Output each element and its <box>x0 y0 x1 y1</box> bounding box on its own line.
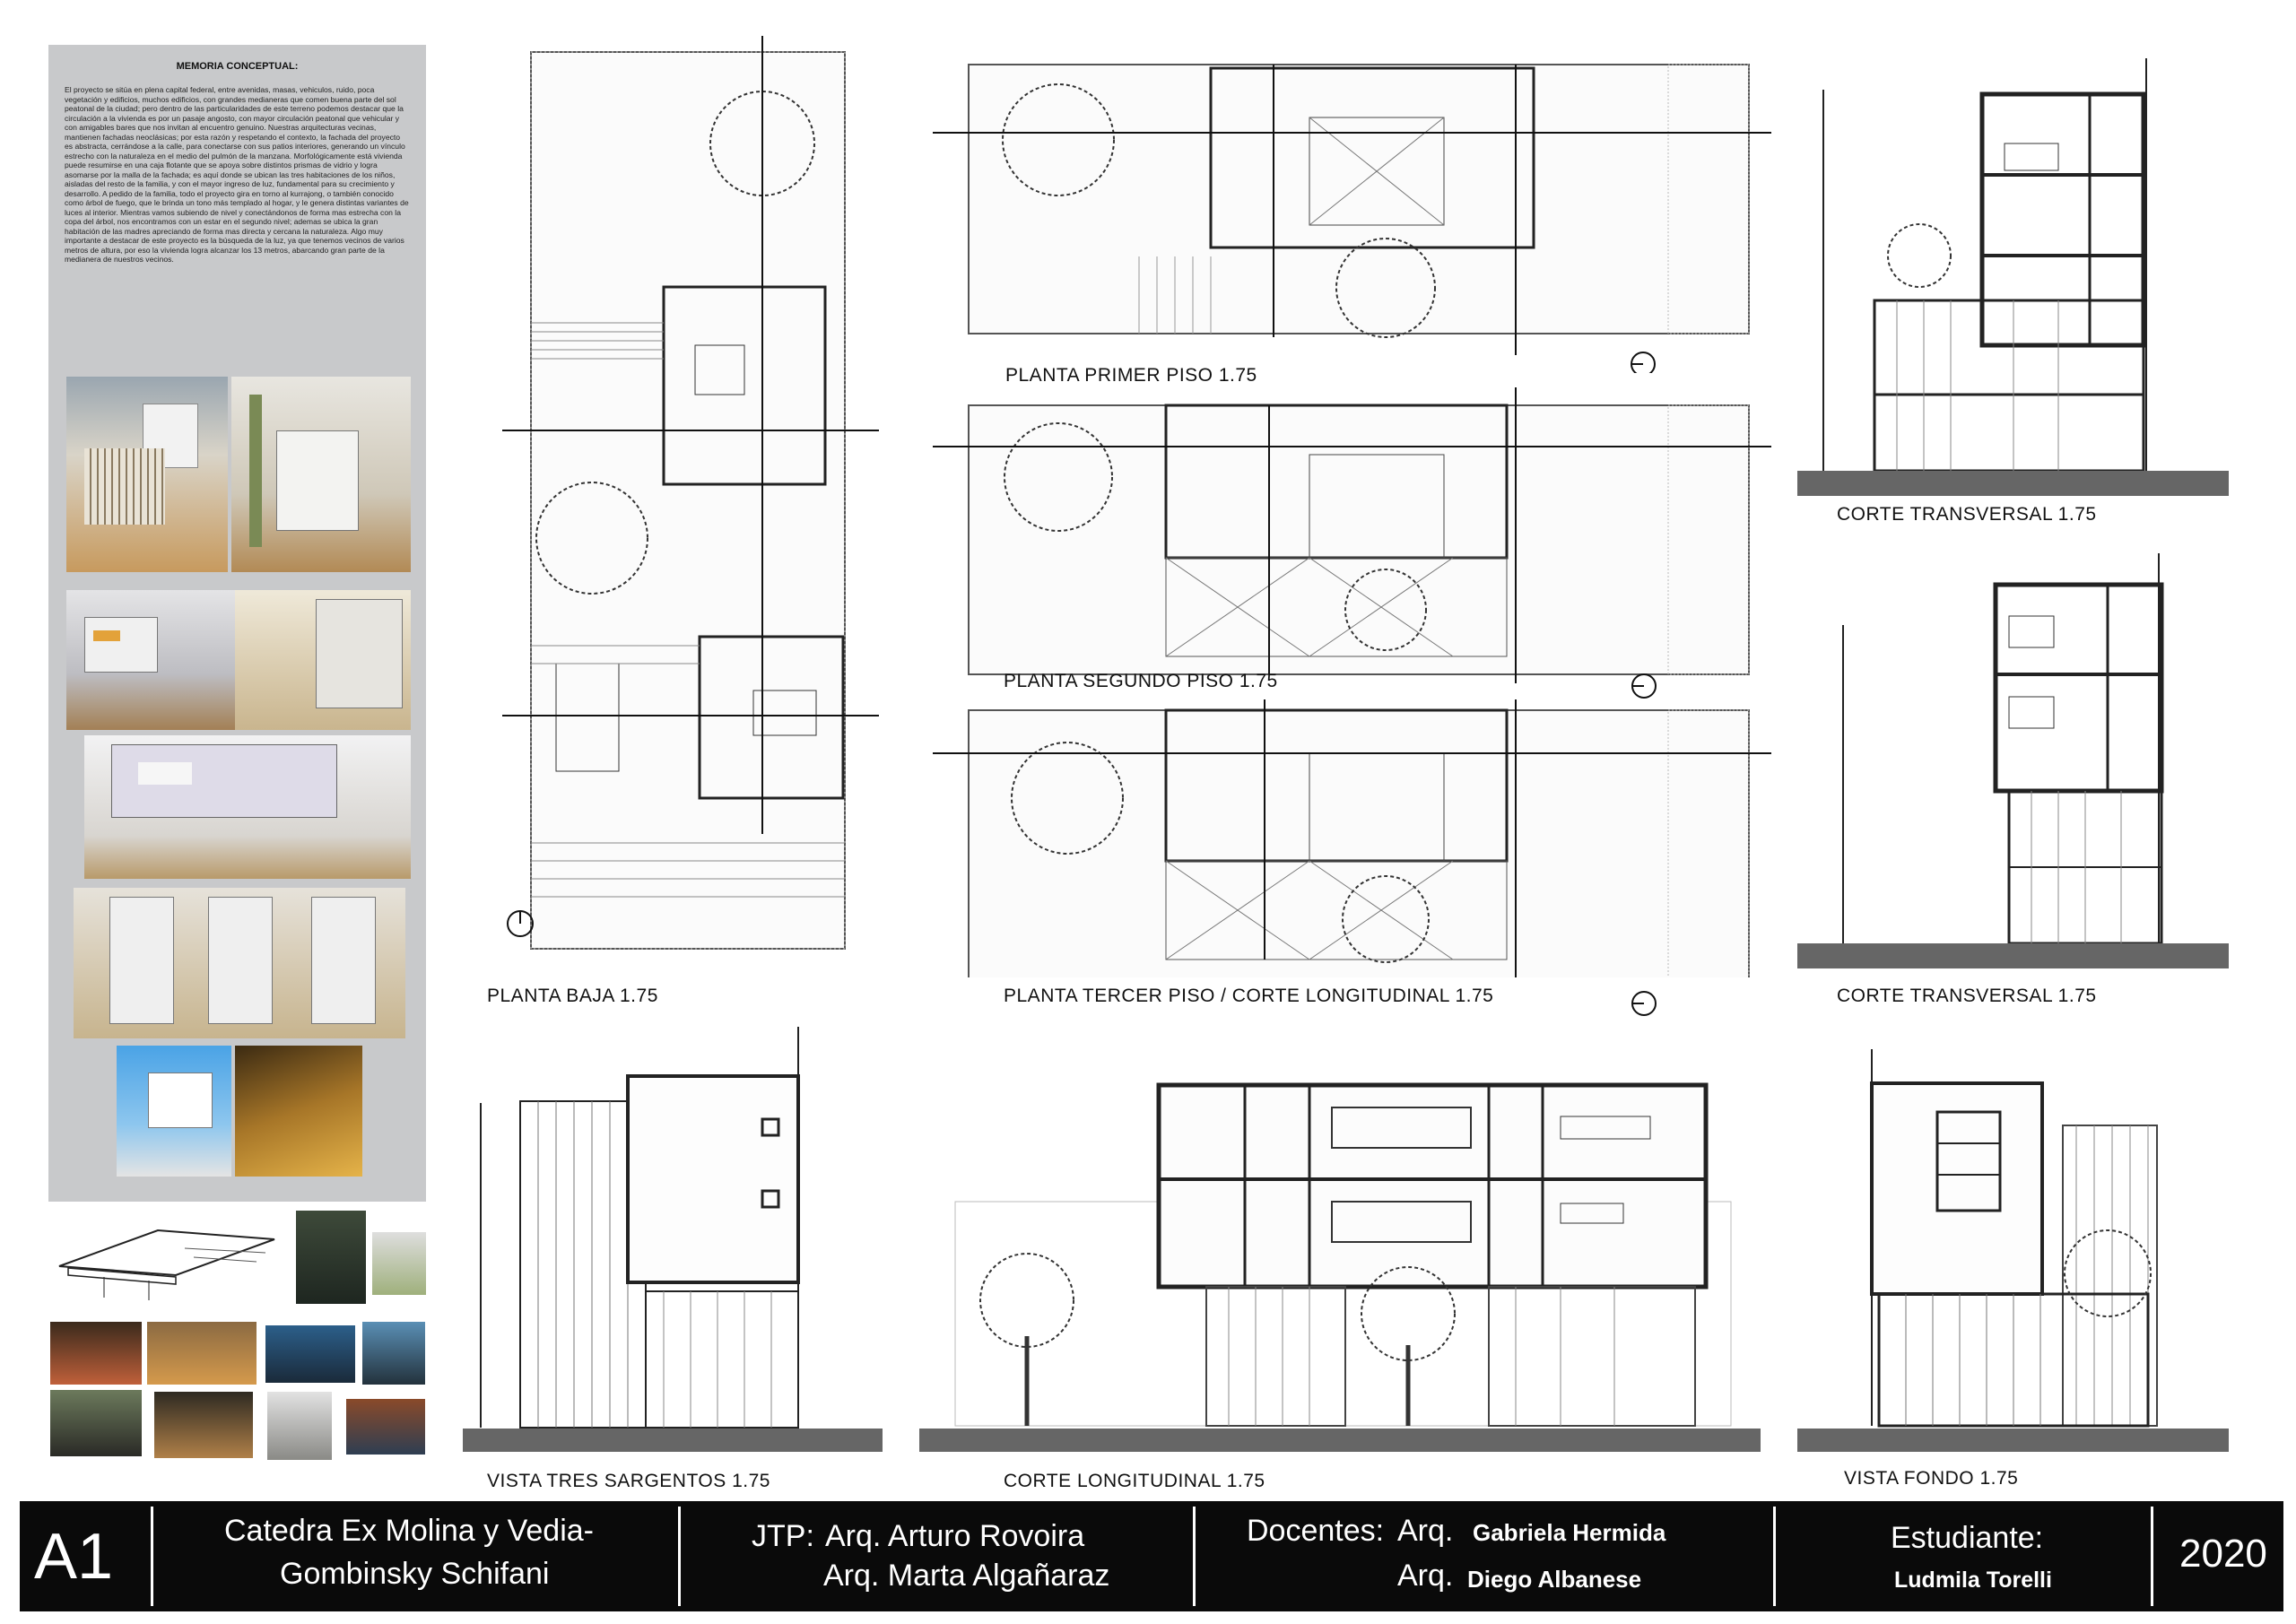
memoria-panel <box>48 45 426 1202</box>
reference-photo-6 <box>362 1322 425 1385</box>
jtp-line-1: Arq. Arturo Rovoira <box>825 1519 1085 1553</box>
sheet-number: A1 <box>34 1521 114 1593</box>
corte-transversal-1-ground <box>1797 471 2229 496</box>
reference-photo-3 <box>50 1322 142 1385</box>
docente-1-name: Gabriela Hermida <box>1473 1519 1666 1546</box>
memoria-body: El proyecto se sitúa en plena capital federal, entre avenidas, masas, vehiculos, ruido, poca vegetación y edificios, muchos edificios, con grandes medianeras que comen buena parte del sol peatonal de la ciudad; pero dentro de las particularidades de este terreno podemos destacar que la circulación a la vivienda es por un pasaje angosto, con mayor circulación peatonal que vehicular y con amigables bares que nos invitan al encuentro genuino. Nuestras arquitecturas vecinas, mantienen fachadas neoclásicas; por esta razón y respetando el contexto, la fachada del proyecto es abstracta, cerrándose a la calle, para conectarse con sus patios interiores, generando un vínculo estrecho con la naturaleza en el medio del pulmón de la manzana. Morfológicamente está vivienda puede resumirse en una caja flotante que se apoya sobre distintos prismas de vidrio y logra asomarse por la malla de la fachada; es aquí donde se ubican las tres habitaciones de los niños, aisladas del resto de la familia, y con el mayor ingreso de luz, fundamental para su crecimiento y desarrollo. A pedido de la familia, todo el proyecto gira en torno al kurrajong, o también conocido como árbol de fuego, que le brinda un tono más templado al hogar, y le genera distintas variantes de luces al interior. Mientras vamos subiendo de nivel y conectándonos de forma mas estrecha con la copa del árbol, nos encontramos con un estar en el segundo nivel; ademas se ubica la gran habitación de las madres apreciando de forma mas directa y cercana la naturaleza. Algo muy importante a destacar de este proyecto es la búsqueda de la luz, ya que tenemos vecinos de varios metros de altura, por eso la vivienda logra alcanzar los 13 metros, abarcando gran parte de la medianera de nuestros vecinos. <box>65 85 409 264</box>
estudiante-name: Ludmila Torelli <box>1894 1568 2052 1593</box>
jtp-line-2: Arq. Marta Algañaraz <box>823 1559 1110 1593</box>
divider <box>678 1507 681 1606</box>
model-photo-1 <box>66 377 228 572</box>
reference-photo-9 <box>267 1392 332 1460</box>
reference-sketch <box>50 1212 283 1302</box>
catedra-line-1: Catedra Ex Molina y Vedia- <box>224 1514 594 1548</box>
corte-longitudinal-drawing <box>933 1067 1776 1444</box>
corte-longitudinal-ground <box>919 1429 1761 1452</box>
corte-longitudinal-label: CORTE LONGITUDINAL 1.75 <box>1004 1471 1265 1491</box>
planta-baja-label: PLANTA BAJA 1.75 <box>487 986 658 1006</box>
planta-primer-piso-drawing <box>933 32 1776 373</box>
planta-baja-drawing <box>502 36 879 951</box>
catedra-line-2: Gombinsky Schifani <box>280 1557 550 1591</box>
reference-photo-8 <box>154 1392 253 1458</box>
divider <box>2151 1507 2153 1606</box>
reference-photo-1 <box>296 1211 366 1304</box>
docentes-prefix: Docentes: <box>1247 1514 1385 1548</box>
model-photo-5 <box>84 735 411 879</box>
planta-segundo-piso-drawing <box>933 387 1776 692</box>
planta-tercer-piso-label: PLANTA TERCER PISO / CORTE LONGITUDINAL 1.75 <box>1004 986 1494 1006</box>
vista-fondo-label: VISTA FONDO 1.75 <box>1844 1468 2019 1489</box>
jtp-prefix: JTP: <box>752 1519 814 1553</box>
divider <box>1773 1507 1776 1606</box>
north-arrow-2 <box>1631 673 1657 699</box>
divider <box>1193 1507 1196 1606</box>
reference-photo-10 <box>346 1399 425 1455</box>
year: 2020 <box>2179 1532 2267 1576</box>
model-photo-6 <box>74 888 405 1038</box>
vista-tres-sargentos-ground <box>463 1429 883 1452</box>
corte-transversal-2-ground <box>1797 943 2229 968</box>
vista-fondo-drawing <box>1798 1040 2247 1453</box>
reference-photo-4 <box>147 1322 257 1385</box>
reference-photo-2 <box>372 1232 426 1295</box>
docente-2-title: Arq. <box>1397 1559 1454 1593</box>
vista-fondo-ground <box>1797 1429 2229 1452</box>
planta-primer-piso-label: PLANTA PRIMER PISO 1.75 <box>1005 365 1257 386</box>
docente-1-title: Arq. <box>1397 1514 1454 1548</box>
memoria-title: MEMORIA CONCEPTUAL: <box>176 61 299 72</box>
corte-transversal-2-label: CORTE TRANSVERSAL 1.75 <box>1837 986 2097 1006</box>
planta-segundo-piso-label: PLANTA SEGUNDO PISO 1.75 <box>1004 671 1278 691</box>
planta-tercer-piso-drawing <box>933 699 1776 977</box>
model-photo-8 <box>235 1046 362 1177</box>
model-photo-4 <box>235 590 411 730</box>
docente-2-name: Diego Albanese <box>1467 1566 1642 1593</box>
reference-photo-5 <box>265 1325 355 1383</box>
estudiante-label: Estudiante: <box>1891 1521 2044 1555</box>
model-photo-3 <box>66 590 235 730</box>
vista-tres-sargentos-drawing <box>466 1022 888 1453</box>
corte-transversal-1-drawing <box>1798 54 2247 498</box>
reference-photo-7 <box>50 1390 142 1456</box>
corte-transversal-1-label: CORTE TRANSVERSAL 1.75 <box>1837 504 2097 525</box>
title-block <box>20 1501 2283 1611</box>
divider <box>151 1507 153 1606</box>
corte-transversal-2-drawing <box>1798 549 2247 963</box>
north-arrow-3 <box>1631 990 1657 1017</box>
model-photo-7 <box>117 1046 231 1177</box>
vista-tres-sargentos-label: VISTA TRES SARGENTOS 1.75 <box>487 1471 770 1491</box>
model-photo-2 <box>231 377 411 572</box>
